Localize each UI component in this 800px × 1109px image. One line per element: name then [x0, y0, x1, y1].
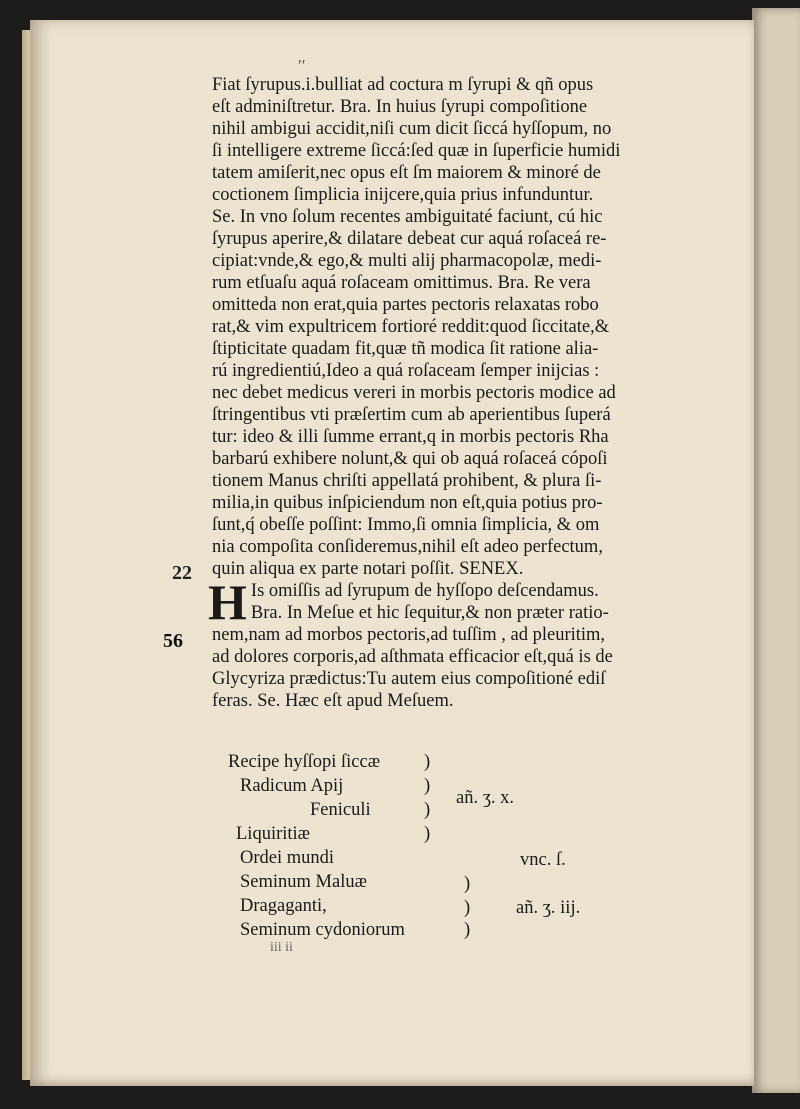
text-line: Se. In vno ſolum recentes ambiguitaté faciunt, cú hic: [212, 207, 603, 227]
text-line: Bra. In Meſue et hic ſequitur,& non præter ratio-: [250, 603, 609, 623]
recipe-brace: ): [464, 920, 471, 940]
text-line: rat,& vim expultricem fortioré reddit:quod ſiccitate,&: [212, 317, 610, 337]
facing-page: [752, 8, 800, 1093]
text-line: coctionem ſimplicia inijcere,quia prius infunduntur.: [212, 185, 594, 205]
text-line: nem,nam ad morbos pectoris,ad tuſſim , ad pleuritim,: [212, 625, 606, 645]
margin-note-number: 22: [172, 562, 192, 584]
text-line: Fiat ſyrupus.i.bulliat ad coctura m ſyrupi & qñ opus: [212, 75, 594, 95]
recipe-brace: ): [424, 824, 431, 844]
drop-initial: H: [208, 574, 247, 630]
recipe-quantity: añ. ʒ. x.: [456, 788, 515, 808]
text-line: ſi intelligere extreme ſiccá:ſed quæ in ſuperficie humidi: [212, 141, 621, 161]
text-line: Is omiſſis ad ſyrupum de hyſſopo deſcendamus.: [250, 581, 599, 601]
text-line: barbarú exhibere nolunt,& qui ob aquá roſaceá cópoſi: [212, 449, 608, 469]
recipe-brace: ): [424, 752, 431, 772]
text-line: ſyrupus aperire,& dilatare debeat cur aquá roſaceá re-: [212, 229, 607, 249]
text-line: quin aliqua ex parte notari poſſit. SENEX.: [212, 559, 524, 579]
recipe-ingredient: Dragaganti,: [240, 896, 327, 916]
text-line: ſtipticitate quadam fit,quæ tñ modica ſit ratione alia-: [212, 339, 599, 359]
recipe-ingredient: Feniculi: [310, 800, 371, 820]
text-line: tatem amiſerit,nec opus eſt ſm maiorem & minoré de: [212, 163, 601, 183]
margin-note-number: 56: [163, 630, 183, 652]
text-line: rú ingredientiú,Ideo a quá roſaceam ſemper inijcias :: [212, 361, 600, 381]
recipe-quantity: vnc. ſ.: [520, 850, 566, 870]
recipe-ingredient: Recipe hyſſopi ſiccæ: [228, 752, 381, 772]
text-line: cipiat:vnde,& ego,& multi alij pharmacopolæ, medi-: [212, 251, 602, 271]
body-text: [208, 74, 712, 712]
text-line: omitteda non erat,quia partes pectoris relaxatas robo: [212, 295, 599, 315]
text-line: ſtringentibus vti præſertim cum ab aperientibus ſuperá: [212, 405, 611, 425]
recipe-ingredient: Liquiritiæ: [236, 824, 310, 844]
paragraph-with-initial: [208, 574, 712, 630]
text-line: eſt adminiſtretur. Bra. In huius ſyrupi compoſitione: [212, 97, 588, 117]
text-line: ſunt,q́ obeſſe poſſint: Immo,ſi omnia ſimplicia, & om: [212, 515, 600, 535]
recipe-brace: ): [424, 776, 431, 796]
text-line: tionem Manus chriſti appellatá prohibent, & plura ſi-: [212, 471, 602, 491]
recipe-ingredient: Ordei mundi: [240, 848, 335, 868]
text-line: milia,in quibus inſpiciendum non eſt,quia potius pro-: [212, 493, 603, 513]
signature-mark: iii ii: [270, 940, 293, 955]
recipe-brace: ): [464, 874, 471, 894]
recipe-brace: ): [424, 800, 431, 820]
recipe-brace: ): [464, 898, 471, 918]
page-header-mark: ʹʹ: [298, 56, 306, 75]
recipe-ingredient: Seminum Maluæ: [240, 872, 367, 892]
text-line: feras. Se. Hæc eſt apud Meſuem.: [212, 691, 454, 711]
text-line: nec debet medicus vereri in morbis pectoris modice ad: [212, 383, 616, 403]
text-line: nia compoſita conſideremus,nihil eſt adeo perfectum,: [212, 537, 603, 557]
text-line: tur: ideo & illi ſumme errant,q in morbis pectoris Rha: [212, 427, 609, 447]
text-line: Glycyriza prædictus:Tu autem eius compoſitioné ediſ: [212, 669, 606, 689]
recipe-ingredient: Seminum cydoniorum: [240, 920, 405, 940]
text-line: ad dolores corporis,ad aſthmata efficacior eſt,quá is de: [212, 647, 613, 667]
text-line: nihil ambigui accidit,niſi cum dicit ſiccá hyſſopum, no: [212, 119, 612, 139]
recipe-quantity: añ. ʒ. iij.: [516, 898, 581, 918]
text-line: rum etſuaſu aquá roſaceam omittimus. Bra. Re vera: [212, 273, 591, 293]
recipe-ingredient: Radicum Apij: [240, 776, 344, 796]
